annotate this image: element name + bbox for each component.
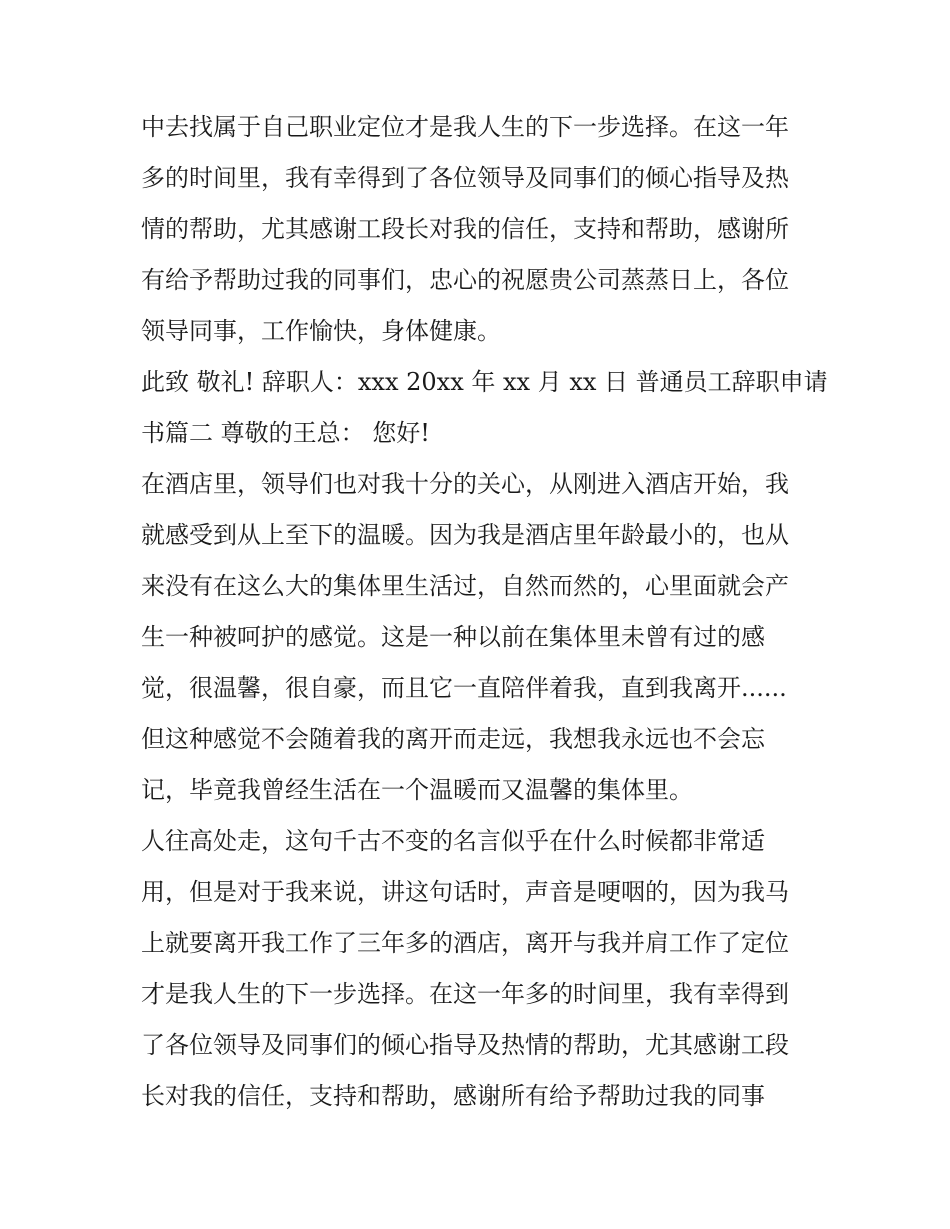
text-line: 就感受到从上至下的温暖。因为我是酒店里年龄最小的，也从 xyxy=(141,521,789,549)
text-line: 中去找属于自己职业定位才是我人生的下一步选择。在这一年 xyxy=(141,113,789,141)
text-line: 情的帮助，尤其感谢工段长对我的信任，支持和帮助，感谢所 xyxy=(141,215,789,243)
text-line: 多的时间里，我有幸得到了各位领导及同事们的倾心指导及热 xyxy=(141,164,789,192)
paragraph-moving-on xyxy=(141,821,813,1127)
text-line: 人往高处走，这句千古不变的名言似乎在什么时候都非常适 xyxy=(141,827,765,855)
text-line: 在酒店里，领导们也对我十分的关心，从刚进入酒店开始，我 xyxy=(141,470,789,498)
document-body xyxy=(141,107,828,1127)
text-line: 领导同事，工作愉快，身体健康。 xyxy=(141,317,501,345)
text-line: 生一种被呵护的感觉。这是一种以前在集体里未曾有过的感 xyxy=(141,623,765,651)
paragraph-signature xyxy=(141,362,828,464)
text-line: 但这种感觉不会随着我的离开而走远，我想我永远也不会忘 xyxy=(141,725,765,753)
text-line: 才是我人生的下一步选择。在这一年多的时间里，我有幸得到 xyxy=(141,980,789,1008)
text-line: 书篇二 尊敬的王总： 您好! xyxy=(141,419,430,447)
paragraph-closing-thanks xyxy=(141,107,813,362)
text-line: 了各位领导及同事们的倾心指导及热情的帮助，尤其感谢工段 xyxy=(141,1031,789,1059)
text-line: 用，但是对于我来说，讲这句话时，声音是哽咽的，因为我马 xyxy=(141,878,789,906)
text-line: 此致 敬礼! 辞职人：xxx 20xx 年 xx 月 xx 日 普通员工辞职申请 xyxy=(141,368,828,396)
text-line: 上就要离开我工作了三年多的酒店，离开与我并肩工作了定位 xyxy=(141,929,789,957)
text-line: 来没有在这么大的集体里生活过，自然而然的，心里面就会产 xyxy=(141,572,789,600)
text-line: 有给予帮助过我的同事们，忠心的祝愿贵公司蒸蒸日上，各位 xyxy=(141,266,789,294)
text-line: 长对我的信任，支持和帮助，感谢所有给予帮助过我的同事 xyxy=(141,1082,765,1110)
paragraph-hotel-warmth xyxy=(141,464,813,821)
text-line: 记，毕竟我曾经生活在一个温暖而又温馨的集体里。 xyxy=(141,776,693,804)
text-line: 觉，很温馨，很自豪，而且它一直陪伴着我，直到我离开...... xyxy=(141,674,787,702)
